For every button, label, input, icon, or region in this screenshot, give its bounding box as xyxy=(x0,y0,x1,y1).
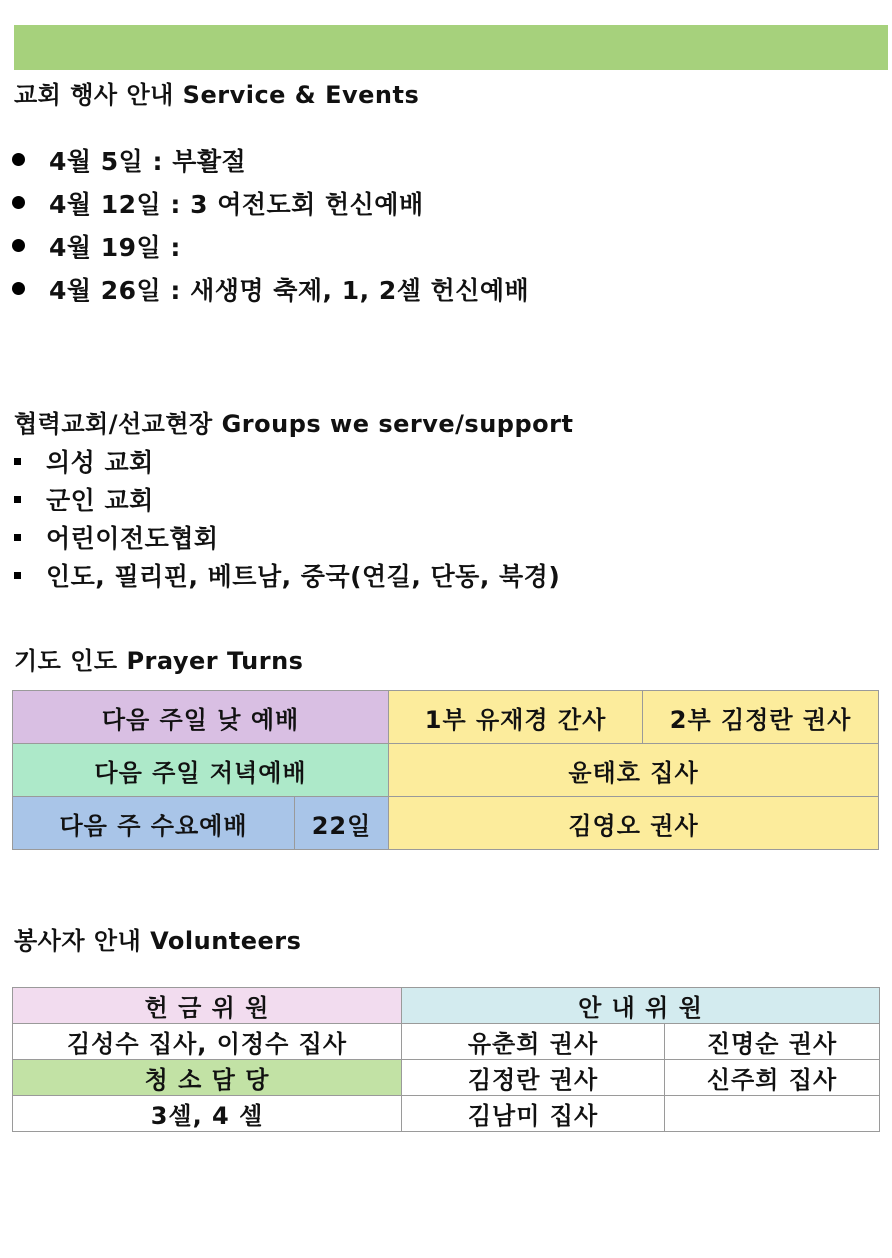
usher-header-cell: 안 내 위 원 xyxy=(402,988,880,1024)
group-item xyxy=(12,442,560,480)
usher-cell: 유춘희 권사 xyxy=(402,1024,665,1060)
bullet-dot-icon xyxy=(12,196,25,209)
table-row xyxy=(13,691,879,744)
event-text: 4월 19일 : xyxy=(49,232,181,262)
group-text: 어린이전도협회 xyxy=(46,524,219,553)
prayer-date-cell: 22일 xyxy=(295,797,389,850)
usher-cell: 김남미 집사 xyxy=(402,1096,665,1132)
table-row xyxy=(13,744,879,797)
bullet-square-icon xyxy=(14,458,21,465)
bullet-dot-icon xyxy=(12,239,25,252)
offering-header-cell: 헌 금 위 원 xyxy=(13,988,402,1024)
prayer-leader-cell: 2부 김정란 권사 xyxy=(643,691,879,744)
groups-list xyxy=(12,442,560,594)
events-list xyxy=(12,138,529,310)
usher-cell: 신주희 집사 xyxy=(665,1060,880,1096)
offering-members-cell: 김성수 집사, 이정수 집사 xyxy=(13,1024,402,1060)
group-item xyxy=(12,480,560,518)
bullet-square-icon xyxy=(14,572,21,579)
group-text: 인도, 필리핀, 베트남, 중국(연길, 단동, 북경) xyxy=(46,562,561,591)
prayer-label-cell: 다음 주일 저녁예배 xyxy=(13,744,389,797)
groups-heading: 협력교회/선교현장 Groups we serve/support xyxy=(14,410,574,438)
bullet-dot-icon xyxy=(12,282,25,295)
prayer-leader-cell: 1부 유재경 간사 xyxy=(389,691,643,744)
table-row xyxy=(13,1096,880,1132)
prayer-table xyxy=(12,690,879,850)
bullet-square-icon xyxy=(14,496,21,503)
prayer-label-cell: 다음 주 수요예배 xyxy=(13,797,295,850)
usher-cell xyxy=(665,1096,880,1132)
group-text: 군인 교회 xyxy=(46,486,154,515)
table-row xyxy=(13,1060,880,1096)
cleaning-members-cell: 3셀, 4 셀 xyxy=(13,1096,402,1132)
table-row xyxy=(13,1024,880,1060)
group-text: 의성 교회 xyxy=(46,448,154,477)
bullet-square-icon xyxy=(14,534,21,541)
prayer-leader-cell: 윤태호 집사 xyxy=(389,744,879,797)
event-item xyxy=(12,224,529,267)
table-row xyxy=(13,797,879,850)
prayer-heading: 기도 인도 Prayer Turns xyxy=(14,647,304,675)
header-color-bar xyxy=(14,25,888,70)
event-text: 4월 26일 : 새생명 축제, 1, 2셀 헌신예배 xyxy=(49,275,530,305)
group-item xyxy=(12,556,560,594)
table-row xyxy=(13,988,880,1024)
volunteers-heading: 봉사자 안내 Volunteers xyxy=(14,927,302,955)
group-item xyxy=(12,518,560,556)
prayer-leader-cell: 김영오 권사 xyxy=(389,797,879,850)
events-heading: 교회 행사 안내 Service & Events xyxy=(14,81,420,109)
prayer-label-cell: 다음 주일 낮 예배 xyxy=(13,691,389,744)
event-item xyxy=(12,267,529,310)
event-item xyxy=(12,138,529,181)
bullet-dot-icon xyxy=(12,153,25,166)
event-item xyxy=(12,181,529,224)
volunteers-table xyxy=(12,987,880,1132)
usher-cell: 진명순 권사 xyxy=(665,1024,880,1060)
usher-cell: 김정란 권사 xyxy=(402,1060,665,1096)
event-text: 4월 12일 : 3 여전도회 헌신예배 xyxy=(49,189,424,219)
cleaning-header-cell: 청 소 담 당 xyxy=(13,1060,402,1096)
event-text: 4월 5일 : 부활절 xyxy=(49,146,247,176)
